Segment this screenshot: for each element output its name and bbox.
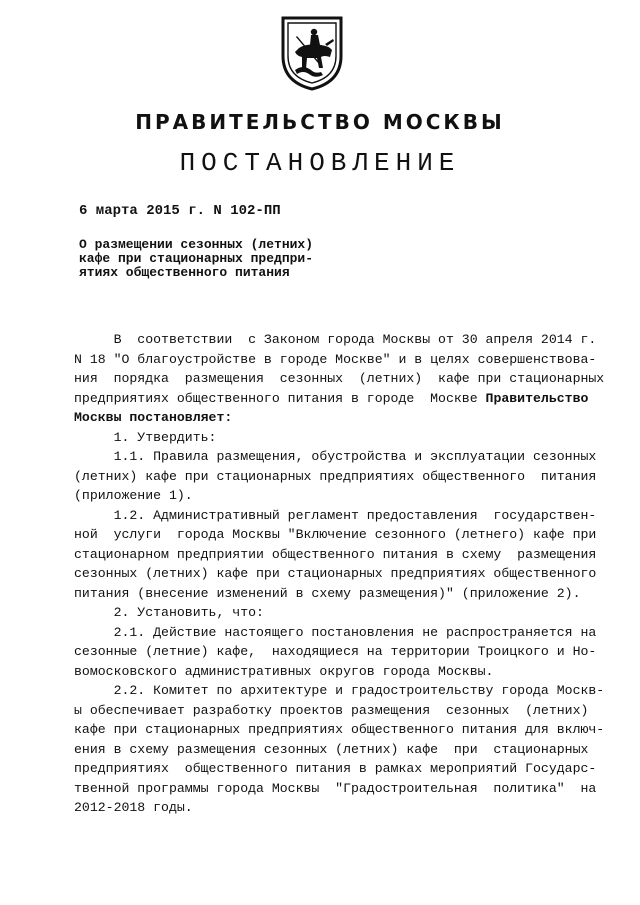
body-line: вомосковского административных округов города Москвы. xyxy=(74,663,494,679)
paragraph-1: 1. Утвердить: xyxy=(74,429,217,445)
bold-phrase: Правительство xyxy=(485,390,589,406)
body-line: питания (внесение изменений в схему размещения)" (приложение 2). xyxy=(74,585,581,601)
bold-phrase: Москвы постановляет xyxy=(74,410,225,425)
coat-of-arms-emblem xyxy=(277,12,347,92)
body-line xyxy=(74,389,588,409)
document-body xyxy=(74,330,605,818)
body-line: предприятиях общественного питания в рамках мероприятий Государс- xyxy=(74,761,597,776)
document-subject xyxy=(79,238,313,280)
body-line: твенной программы города Москвы "Градостроительная политика" на xyxy=(74,780,597,796)
subject-line: кафе при стационарных предпри- xyxy=(79,251,314,266)
body-line xyxy=(74,408,588,428)
body-line: 1.2. Административный регламент предоставления государствен- xyxy=(74,507,597,523)
subject-line: ятиях общественного питания xyxy=(79,265,290,280)
body-line: ения в схему размещения сезонных (летних) кафе при стационарных xyxy=(74,741,589,757)
paragraph-2: 2. Установить, что: xyxy=(74,605,264,620)
body-line: ы обеспечивает разработку проектов размещения сезонных (летних) xyxy=(74,702,589,718)
organization-title: ПРАВИТЕЛЬСТВО МОСКВЫ xyxy=(135,110,505,134)
body-line: (приложение 1). xyxy=(74,488,193,503)
body-line: сезонные (летние) кафе, находящиеся на территории Троицкого и Но- xyxy=(74,644,597,659)
subject-line: О размещении сезонных (летних) xyxy=(79,237,314,252)
date-and-number: 6 марта 2015 г. N 102-ПП xyxy=(79,203,281,219)
bold-colon: : xyxy=(224,410,233,425)
body-line: ной услуги города Москвы "Включение сезонного (летнего) кафе при xyxy=(74,527,597,542)
body-line: кафе при стационарных предприятиях общественного питания для включ- xyxy=(74,722,605,737)
body-line: В соответствии с Законом города Москвы от 30 апреля 2014 г. xyxy=(74,332,597,347)
body-line: 2.2. Комитет по архитектуре и градостроительству города Москв- xyxy=(74,683,605,698)
body-line: 1.1. Правила размещения, обустройства и эксплуатации сезонных xyxy=(74,449,597,464)
body-line: 2.1. Действие настоящего постановления не распространяется на xyxy=(74,624,597,640)
body-text: предприятиях общественного питания в городе Москве xyxy=(74,390,486,406)
document-type-title: ПОСТАНОВЛЕНИЕ xyxy=(179,148,461,178)
body-line: (летних) кафе при стационарных предприятиях общественного питания xyxy=(74,468,597,484)
body-line: 2012-2018 годы. xyxy=(74,800,193,815)
body-line: ния порядка размещения сезонных (летних) кафе при стационарных xyxy=(74,371,605,386)
body-line: сезонных (летних) кафе при стационарных предприятиях общественного xyxy=(74,566,597,581)
body-line: стационарном предприятии общественного питания в схему размещения xyxy=(74,546,597,562)
body-line: N 18 "О благоустройстве в городе Москве" и в целях совершенствова- xyxy=(74,351,597,367)
